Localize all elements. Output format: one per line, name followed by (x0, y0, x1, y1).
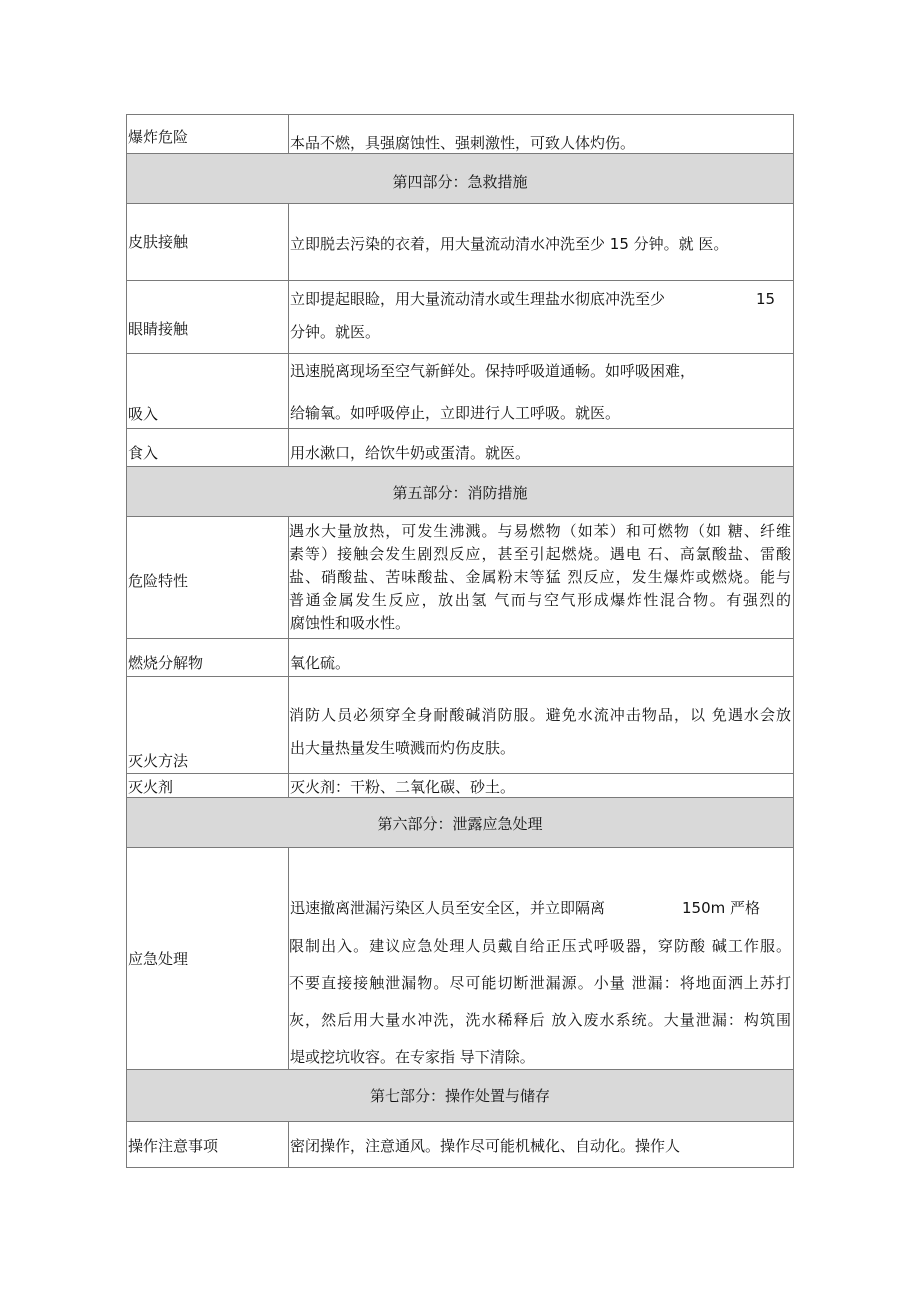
section-header-first-aid (126, 154, 794, 204)
row-eye-contact (126, 281, 794, 354)
row-inhalation (126, 354, 794, 429)
label-extinguishing-method: 灭火方法 (128, 752, 189, 770)
value-emergency-line1: 迅速撤离泄漏污染区人员至安全区，并立即隔离 (290, 899, 606, 917)
value-explosion-hazard: 本品不燃，具强腐蚀性、强刺激性，可致人体灼伤。 (290, 134, 636, 152)
row-ingestion (126, 429, 794, 467)
value-hazard-line4: 普通金属发生反应，放出氢 气而与空气形成爆炸性混合物。有强烈的 (289, 591, 791, 609)
section-header-fire-fighting (126, 467, 794, 517)
value-eye-contact-minutes: 15 (756, 290, 776, 308)
value-emergency-line4: 灰，然后用大量水冲洗，洗水稀释后 放入废水系统。大量泄漏：构筑围 (289, 1011, 791, 1029)
row-emergency-handling (126, 848, 794, 1070)
section-header-handling-storage (126, 1070, 794, 1122)
label-eye-contact: 眼睛接触 (128, 320, 189, 338)
value-hazard-line2: 素等）接触会发生剧烈反应，甚至引起燃烧。遇电 石、高氯酸盐、雷酸 (289, 545, 791, 563)
value-combustion-products: 氧化硫。 (290, 654, 351, 672)
row-combustion-products (126, 639, 794, 677)
section-title-first-aid: 第四部分：急救措施 (392, 173, 528, 191)
section-title-fire-fighting: 第五部分：消防措施 (392, 484, 528, 502)
row-extinguishing-method (126, 677, 794, 774)
value-skin-contact: 立即脱去污染的衣着，用大量流动清水冲洗至少 15 分钟。就 医。 (290, 235, 729, 253)
row-extinguishing-agent (126, 774, 794, 798)
label-skin-contact: 皮肤接触 (128, 233, 189, 251)
value-extinguishing-line2: 出大量热量发生喷溅而灼伤皮肤。 (290, 739, 516, 757)
label-combustion-products: 燃烧分解物 (128, 654, 204, 672)
label-emergency-handling: 应急处理 (128, 950, 189, 968)
label-ingestion: 食入 (128, 444, 159, 462)
value-extinguishing-agent: 灭火剂：干粉、二氧化碳、砂土。 (290, 778, 516, 796)
value-emergency-line2: 限制出入。建议应急处理人员戴自给正压式呼吸器，穿防酸 碱工作服。 (289, 937, 791, 955)
value-eye-contact-line1: 立即提起眼睑，用大量流动清水或生理盐水彻底冲洗至少 (290, 290, 666, 308)
value-ingestion: 用水漱口，给饮牛奶或蛋清。就医。 (290, 444, 531, 462)
label-extinguishing-agent: 灭火剂 (128, 778, 174, 796)
row-explosion-hazard (126, 114, 794, 154)
label-inhalation: 吸入 (128, 405, 159, 423)
value-emergency-isolation-distance: 150m 严格 (682, 899, 761, 917)
value-hazard-line1: 遇水大量放热，可发生沸溅。与易燃物（如苯）和可燃物（如 糖、纤维 (289, 522, 791, 540)
label-hazard-characteristics: 危险特性 (128, 572, 189, 590)
row-skin-contact (126, 204, 794, 281)
value-operation-precautions: 密闭操作，注意通风。操作尽可能机械化、自动化。操作人 (290, 1137, 681, 1155)
row-hazard-characteristics (126, 517, 794, 639)
value-extinguishing-line1: 消防人员必须穿全身耐酸碱消防服。避免水流冲击物品，以 免遇水会放 (289, 706, 791, 724)
section-title-handling-storage: 第七部分：操作处置与储存 (369, 1087, 550, 1105)
value-inhalation-line2: 给输氧。如呼吸停止，立即进行人工呼吸。就医。 (290, 404, 621, 422)
section-title-spill-response: 第六部分：泄露应急处理 (377, 815, 543, 833)
section-header-spill-response (126, 798, 794, 848)
value-inhalation-line1: 迅速脱离现场至空气新鲜处。保持呼吸道通畅。如呼吸困难， (290, 362, 696, 380)
msds-table (126, 114, 794, 1168)
value-emergency-line5: 堤或挖坑收容。在专家指 导下清除。 (290, 1048, 535, 1066)
row-operation-precautions (126, 1122, 794, 1168)
value-emergency-line3: 不要直接接触泄漏物。尽可能切断泄漏源。小量 泄漏：将地面洒上苏打 (289, 974, 791, 992)
value-hazard-line5: 腐蚀性和吸水性。 (290, 614, 411, 632)
label-operation-precautions: 操作注意事项 (128, 1137, 219, 1155)
value-eye-contact-line2: 分钟。就医。 (290, 323, 381, 341)
label-explosion-hazard: 爆炸危险 (128, 128, 189, 146)
value-hazard-line3: 盐、硝酸盐、苦味酸盐、金属粉末等猛 烈反应，发生爆炸或燃烧。能与 (289, 568, 791, 586)
